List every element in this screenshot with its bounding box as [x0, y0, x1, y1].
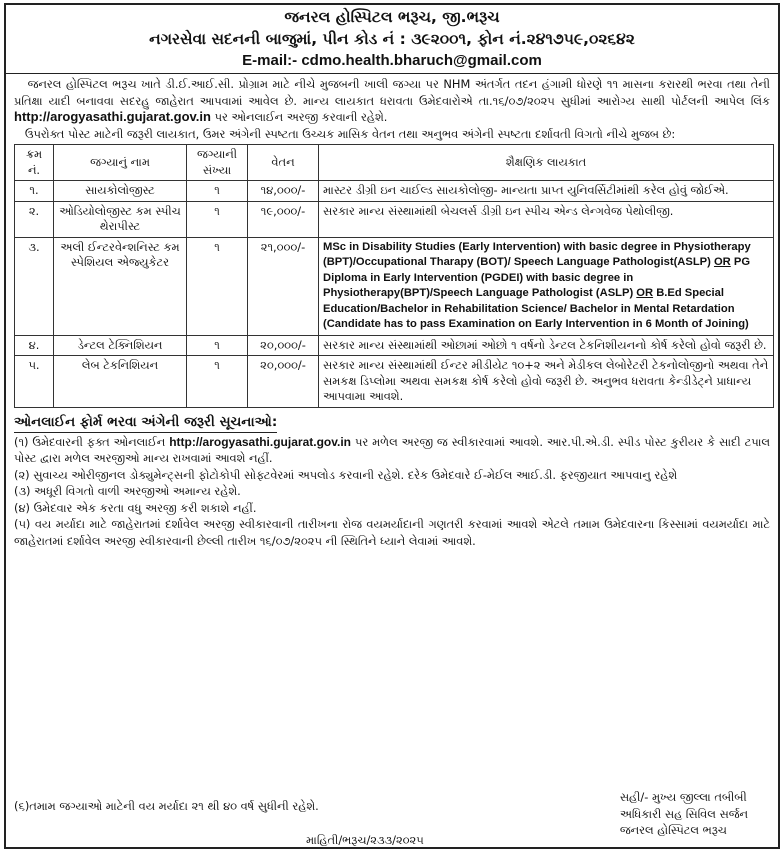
- row-qualification: માસ્ટર ડીગ્રી ઇન ચાઈલ્ડ સાયકોલોજી- માન્યતા પ્રાપ્ત યુનિવર્સિટીમાંથી કરેલ હોવું જોઈએ.: [319, 181, 774, 202]
- notice-item-2: (૨) સુવાચ્ય ઓરીજીનલ ડોક્યુમેન્ટ્સની ફોટોકોપી સોફ્ટવેરમાં અપલોડ કરવાની રહેશે. દરેક ઉમેદવારે ઈ-મેઈલ આઈ.ડી. ફરજીયાત આપવાનુ રહેશે: [14, 467, 678, 482]
- row-no: ૨.: [15, 201, 54, 237]
- notice-item-5: (૫) વય મર્યાદા માટે જાહેરાતમાં દર્શાવેલ અરજી સ્વીકારવાની તારીખના રોજ વયમર્યાદાની ગણતરી કરવામાં આવશે એટલે તમામ ઉમેદવારના કિસ્સામાં વયમર્યાદા માટે જાહેરાતમાં દર્શાવેલ અરજી સ્વીકારવાની છેલ્લી તારીખ ૧૬/૦૭/૨૦૨૫ ની સ્થિતિને ધ્યાને લેવામાં આવશે.: [14, 517, 770, 549]
- col-header-pay: વેતન: [248, 145, 319, 181]
- hospital-address: નગરસેવા સદનની બાજુમાં, પીન કોડ નં : ૩૯૨૦૦૧, ફોન નં.૨૪૧૭૫૯,૦૨૬૪૨: [149, 30, 635, 48]
- row-pay: ૧૪,૦૦૦/-: [248, 181, 319, 202]
- header: [6, 6, 778, 72]
- notices-list: [6, 433, 778, 550]
- row-no: ૩.: [15, 237, 54, 335]
- col-header-qualification: શૈક્ષણિક લાયકાત: [319, 145, 774, 181]
- hospital-email: E-mail:- cdmo.health.bharuch@gmail.com: [242, 52, 542, 69]
- notice-item-6: (૬)તમામ જગ્યાઓ માટેની વય મર્યાદા ૨૧ થી ૪૦ વર્ષ સુધીની રહેશે.: [14, 799, 319, 813]
- table-row: [15, 335, 774, 356]
- row-count: ૧: [187, 201, 248, 237]
- row-count: ૧: [187, 181, 248, 202]
- signature-block: [620, 789, 748, 839]
- row-pay: ૨૧,૦૦૦/-: [248, 237, 319, 335]
- row-post-name: સાયકોલોજીસ્ટ: [54, 181, 187, 202]
- or-separator: OR: [713, 256, 731, 268]
- row-qualification: સરકાર માન્ય સંસ્થામાંથી ઓછામાં ઓછો ૧ વર્ષનો ડેન્ટલ ટેકનિશીયનનો કોર્ષ કરેલો હોવો જરૂરી છે.: [319, 335, 774, 356]
- row-post-name: અલી ઈન્ટરવેન્શનિસ્ટ કમ સ્પેશિયલ એજ્યુકેટર: [54, 237, 187, 335]
- row-qualification: સરકાર માન્ય સંસ્થામાંથી બેચલર્સ ડીગ્રી ઇન સ્પીચ એન્ડ લેન્ગવેજ પેથોલીજી.: [319, 201, 774, 237]
- signature-line-1: સહી/- મુખ્ય જીલ્લા તબીબી: [619, 790, 747, 804]
- row-post-name: ડેન્ટલ ટેક્નિશિયન: [54, 335, 187, 356]
- or-separator: OR: [636, 287, 654, 299]
- row-pay: ૨૦,૦૦૦/-: [248, 356, 319, 408]
- row-no: ૧.: [15, 181, 54, 202]
- signature-line-3: જનરલ હોસ્પિટલ ભરૂચ: [619, 823, 727, 838]
- row-post-name: લેબ ટેકનિશિયન: [54, 356, 187, 408]
- row-pay: ૨૦,૦૦૦/-: [248, 335, 319, 356]
- row-no: ૫.: [15, 356, 54, 408]
- col-header-count: જગ્યાની સંખ્યા: [187, 145, 248, 181]
- portal-link-notice[interactable]: http://arogyasathi.gujarat.gov.in: [169, 434, 352, 449]
- notices-heading: ઓનલાઈન ફોર્મ ભરવા અંગેની જરૂરી સૂચનાઓ:: [14, 412, 277, 433]
- intro-text: [6, 74, 778, 142]
- row-qualification: MSc in Disability Studies (Early Intervention) with basic degree in Physiotherapy (BPT)/Occupational Tharapy (BOT)/ Speech Language Pathologist(ASLP) OR PG Diploma in Early Intervention (PGDEI) with basic degree in Physiotherapy(BPT)/Speech Language Pathologist (ASLP) OR B.Ed Special Education/Bachelor in Rehabilitation Science/ Bachelor in Mental Retardation (Candidate has to pass Examination on Early Intervention in 6 Month of Joining): [319, 237, 774, 335]
- row-count: ૧: [187, 356, 248, 408]
- reference-number: માહિતી/ભરૂચ/૨૩૩/૨૦૨૫: [306, 833, 424, 847]
- col-header-no: ક્રમ નં.: [15, 145, 54, 181]
- notice-item-1: (૧) ઉમેદવારની ફક્ત ઓનલાઈન http://arogyasathi.gujarat.gov.in પર મળેલ અરજી જ સ્વીકારવામાં આવશે. આર.પી.એ.ડી. સ્પીડ પોસ્ટ કુરીયર કે સાદી ટપાલ પોસ્ટ દ્વારા મળેલ અરજીઓ માન્ય રાખવામાં આવશે નહીં.: [14, 434, 770, 466]
- portal-link[interactable]: http://arogyasathi.gujarat.gov.in: [14, 109, 211, 124]
- row-count: ૧: [187, 335, 248, 356]
- posts-table: [14, 144, 774, 408]
- intro-paragraph-1: જનરલ હોસ્પિટલ ભરૂચ ખાતે ડી.ઈ.આઈ.સી. પ્રોગ્રામ માટે નીચે મુજબની ખાલી જગ્યા પર NHM અંતર્ગત તદન હંગામી ધોરણે ૧૧ માસના કરારથી ભરવા તથા તેની પ્રતિક્ષા યાદી બનાવવા સદરહુ જાહેરાત આપવામાં આવેલ છે. માન્ય લાયકાત ધરાવતા ઉમેદવારોએ તા.૧૬/૦૭/૨૦૨૫ સુધીમાં આરોગ્ય સાથી પોર્ટલની આપેલ લિંક http://arogyasathi.gujarat.gov.in પર ઓનલાઈન અરજી કરવાની રહેશે.: [14, 77, 770, 124]
- row-post-name: ઓડિયોલોજીસ્ટ કમ સ્પીચ થેરાપીસ્ટ: [54, 201, 187, 237]
- notice-item-4: (૪) ઉમેદવાર એક કરતા વધુ અરજી કરી શકાશે નહીં.: [14, 500, 257, 515]
- intro-paragraph-2: ઉપરોક્ત પોસ્ટ માટેની જરૂરી લાયકાત, ઉમર અંગેની સ્પષ્ટતા ઉચ્ચક માસિક વેતન તથા અનુભવ અંગેની સ્પષ્ટતા દર્શાવતી વિગતો નીચે મુજબ છે:: [24, 126, 676, 141]
- row-no: ૪.: [15, 335, 54, 356]
- row-pay: ૧૯,૦૦૦/-: [248, 201, 319, 237]
- table-row: [15, 356, 774, 408]
- row-count: ૧: [187, 237, 248, 335]
- advertisement-page: [4, 3, 780, 849]
- table-row: [15, 181, 774, 202]
- table-row: [15, 201, 774, 237]
- hospital-title: જનરલ હોસ્પિટલ ભરૂચ, જી.ભરૂચ: [284, 8, 500, 26]
- signature-line-2: અધિકારી સહ સિવિલ સર્જન: [619, 806, 748, 821]
- col-header-name: જગ્યાનું નામ: [54, 145, 187, 181]
- table-row: [15, 237, 774, 335]
- row-qualification: સરકાર માન્ય સંસ્થામાંથી ઈન્ટર મીડીયેટ ૧૦+૨ અને મેડીકલ લેબોરેટરી ટેકનોલોજીનો અથવા તેને સમકક્ષ ડિપ્લોમા અથવા સમકક્ષ કોર્ષ કરેલો હોવો જરૂરી છે. અનુભવ ધરાવતા કેન્ડીડેટ્ને પ્રાધાન્ય આપવામા આવશે.: [319, 356, 774, 408]
- notice-item-3: (૩) અધૂરી વિગતો વાળી અરજીઓ અમાન્ય રહેશે.: [14, 484, 241, 499]
- table-header-row: [15, 145, 774, 181]
